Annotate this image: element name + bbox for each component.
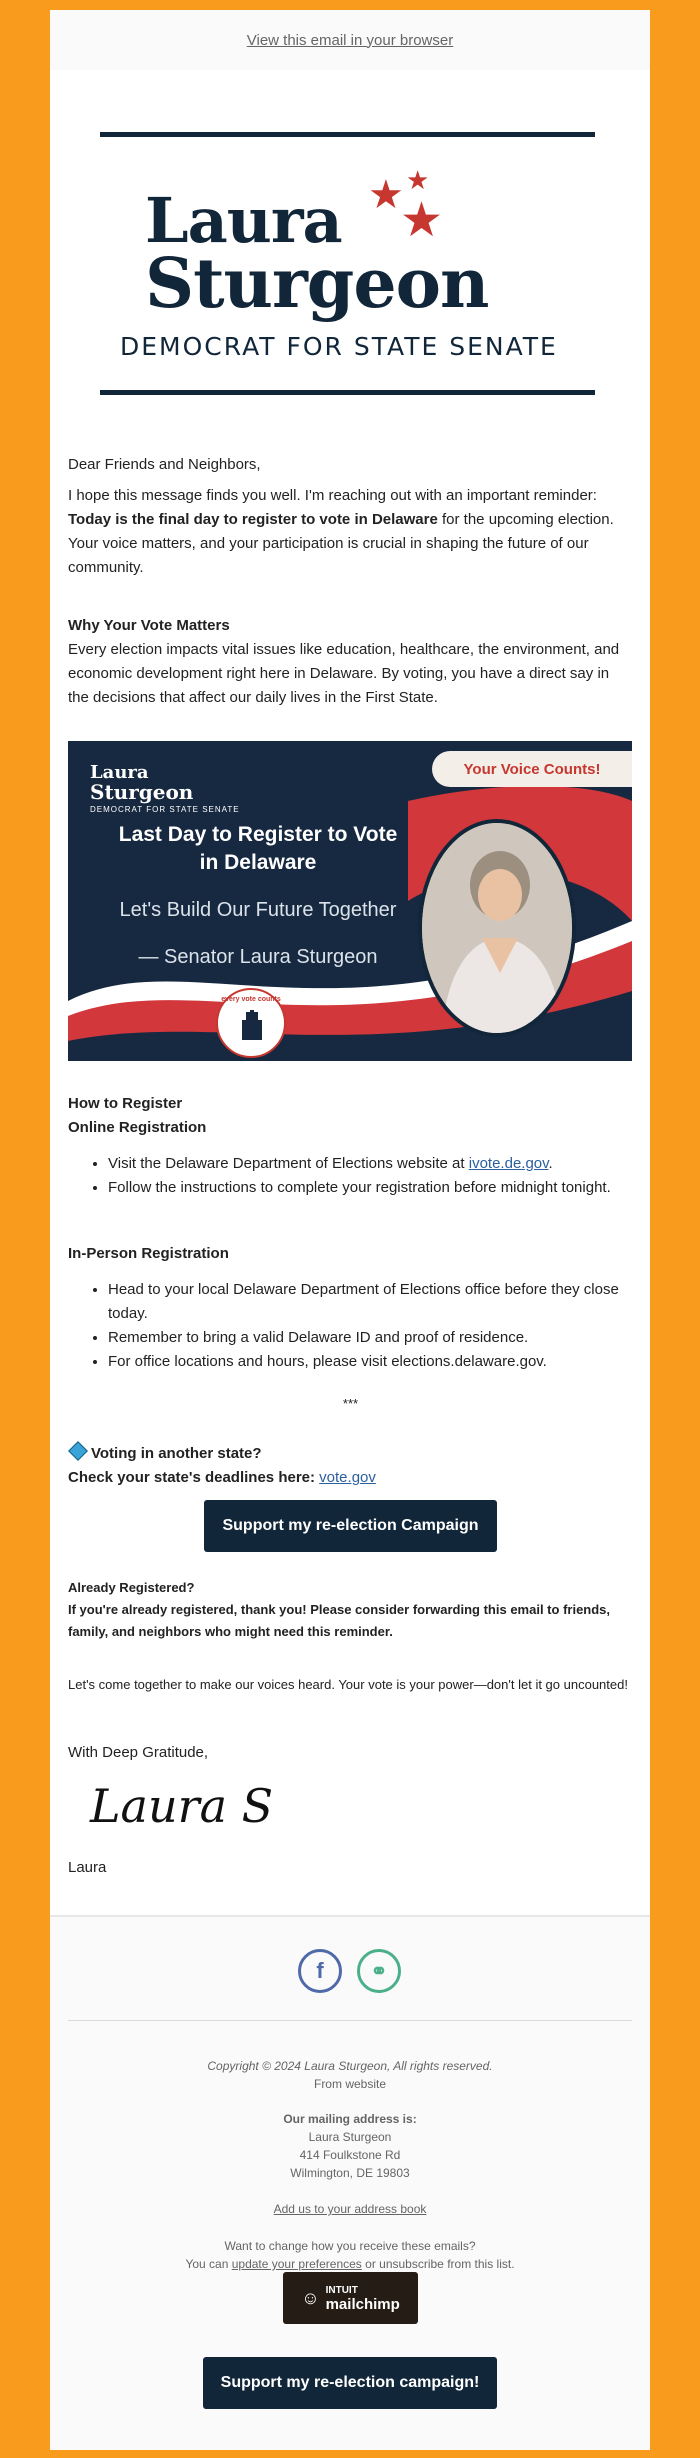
address-line-3: Wilmington, DE 19803 xyxy=(290,2166,410,2180)
address-line-2: 414 Foulkstone Rd xyxy=(299,2148,401,2162)
logo-subtitle: DEMOCRAT FOR STATE SENATE xyxy=(120,332,558,361)
link-icon[interactable]: ⚭ xyxy=(357,1949,401,1993)
star-icon: ★ xyxy=(400,194,444,247)
support-campaign-footer-button[interactable]: Support my re-election campaign! xyxy=(203,2357,497,2409)
list-item: • Visit the Delaware Department of Elections website at ivote.de.gov. xyxy=(108,1152,633,1176)
separator: *** xyxy=(342,1396,359,1411)
campaign-logo xyxy=(100,120,595,395)
banner-logo xyxy=(90,764,240,814)
list-item: • Remember to bring a valid Delaware ID and proof of residence. xyxy=(108,1326,633,1350)
view-in-browser-link[interactable]: View this email in your browser xyxy=(246,31,454,49)
email-container xyxy=(50,10,650,2448)
mailchimp-badge[interactable] xyxy=(283,2272,418,2324)
register-banner-image[interactable] xyxy=(68,741,632,1061)
diamond-icon xyxy=(68,1441,88,1461)
footer-divider xyxy=(68,2020,632,2021)
gratitude-line: With Deep Gratitude, xyxy=(68,1744,209,1761)
banner-signoff: — Senator Laura Sturgeon xyxy=(138,946,378,968)
address-book-row xyxy=(50,2200,650,2218)
update-preferences-link[interactable]: update your preferences xyxy=(231,2257,362,2271)
intro-paragraph: I hope this message finds you well. I'm reaching out with an important reminder: Today is the final day to register to vote in Delaware for the upcoming election. Your voice matters, and your participation is crucial in shaping the future of our community. xyxy=(68,487,614,576)
banner-tagline: Let's Build Our Future Together xyxy=(119,899,397,921)
closing-paragraph: Let's come together to make our voices heard. Your vote is your power—don't let it go uncounted! xyxy=(68,1677,628,1692)
ivote-link[interactable]: ivote.de.gov xyxy=(468,1155,549,1172)
star-icon: ★ xyxy=(368,173,404,217)
banner-title-line1: Last Day to Register to Vote xyxy=(118,823,398,846)
add-to-address-book-link[interactable]: Add us to your address book xyxy=(273,2202,427,2216)
online-registration-heading: Online Registration xyxy=(68,1119,207,1136)
logo-last-name: Sturgeon xyxy=(145,244,489,324)
star-icon: ★ xyxy=(406,165,430,195)
in-person-registration-list xyxy=(68,1278,633,1374)
in-person-registration-heading: In-Person Registration xyxy=(68,1245,229,1262)
other-state-line: Voting in another state? xyxy=(68,1442,633,1466)
preferences-line: You can update your preferences or unsubscribe from this list. xyxy=(185,2257,515,2271)
why-vote-heading: Why Your Vote Matters xyxy=(68,617,230,634)
already-registered-heading: Already Registered? xyxy=(68,1580,195,1595)
copyright: Copyright © 2024 Laura Sturgeon, All rights reserved. xyxy=(207,2059,493,2073)
signature: Laura S xyxy=(90,1779,274,1833)
mailchimp-wordmark: INTUIT mailchimp xyxy=(325,2285,400,2313)
banner-logo-first: Laura xyxy=(90,762,149,783)
why-vote-paragraph: Every election impacts vital issues like education, healthcare, the environment, and economic development right here in Delaware. By voting, you have a direct say in the decisions that affect our daily lives in the First State. xyxy=(68,641,620,706)
how-to-register-heading: How to Register xyxy=(68,1095,183,1112)
list-item: • Head to your local Delaware Department of Elections office before they close today. xyxy=(108,1278,633,1326)
logo-first-name: Laura xyxy=(145,184,342,257)
email-footer xyxy=(50,1915,650,2450)
banner-title-line2: in Delaware xyxy=(199,851,317,874)
facebook-icon[interactable]: f xyxy=(298,1949,342,1993)
mailchimp-icon: ☺ xyxy=(301,2288,320,2308)
vote-gov-link[interactable]: vote.gov xyxy=(319,1469,376,1486)
list-item: • For office locations and hours, please visit elections.delaware.gov. xyxy=(108,1350,633,1374)
logo-bottom-rule xyxy=(100,390,595,395)
candidate-portrait-graphic xyxy=(422,823,572,1033)
stamp-text: every vote counts xyxy=(221,996,281,1003)
voice-counts-badge: Your Voice Counts! xyxy=(432,751,632,787)
view-in-browser-bar xyxy=(50,10,650,70)
change-emails-question: Want to change how you receive these emails? xyxy=(224,2239,476,2253)
banner-logo-sub: DEMOCRAT FOR STATE SENATE xyxy=(90,805,240,814)
logo-top-rule xyxy=(100,132,595,137)
banner-logo-last: Sturgeon xyxy=(90,780,194,804)
greeting: Dear Friends and Neighbors, xyxy=(68,456,261,473)
online-registration-list xyxy=(68,1152,633,1200)
signer-name: Laura xyxy=(68,1859,107,1876)
from-website: From website xyxy=(313,2077,387,2091)
support-campaign-button[interactable]: Support my re-election Campaign xyxy=(204,1500,497,1552)
mailing-address-heading: Our mailing address is: xyxy=(283,2112,417,2126)
candidate-photo xyxy=(418,819,576,1037)
address-line-1: Laura Sturgeon xyxy=(308,2130,392,2144)
check-deadlines-line: Check your state's deadlines here: vote.gov xyxy=(68,1469,376,1486)
list-item: • Follow the instructions to complete your registration before midnight tonight. xyxy=(108,1176,633,1200)
already-registered-text: If you're already registered, thank you! Please consider forwarding this email to friends, family, and neighbors who might need this reminder. xyxy=(68,1602,611,1639)
every-vote-counts-stamp xyxy=(216,988,286,1058)
